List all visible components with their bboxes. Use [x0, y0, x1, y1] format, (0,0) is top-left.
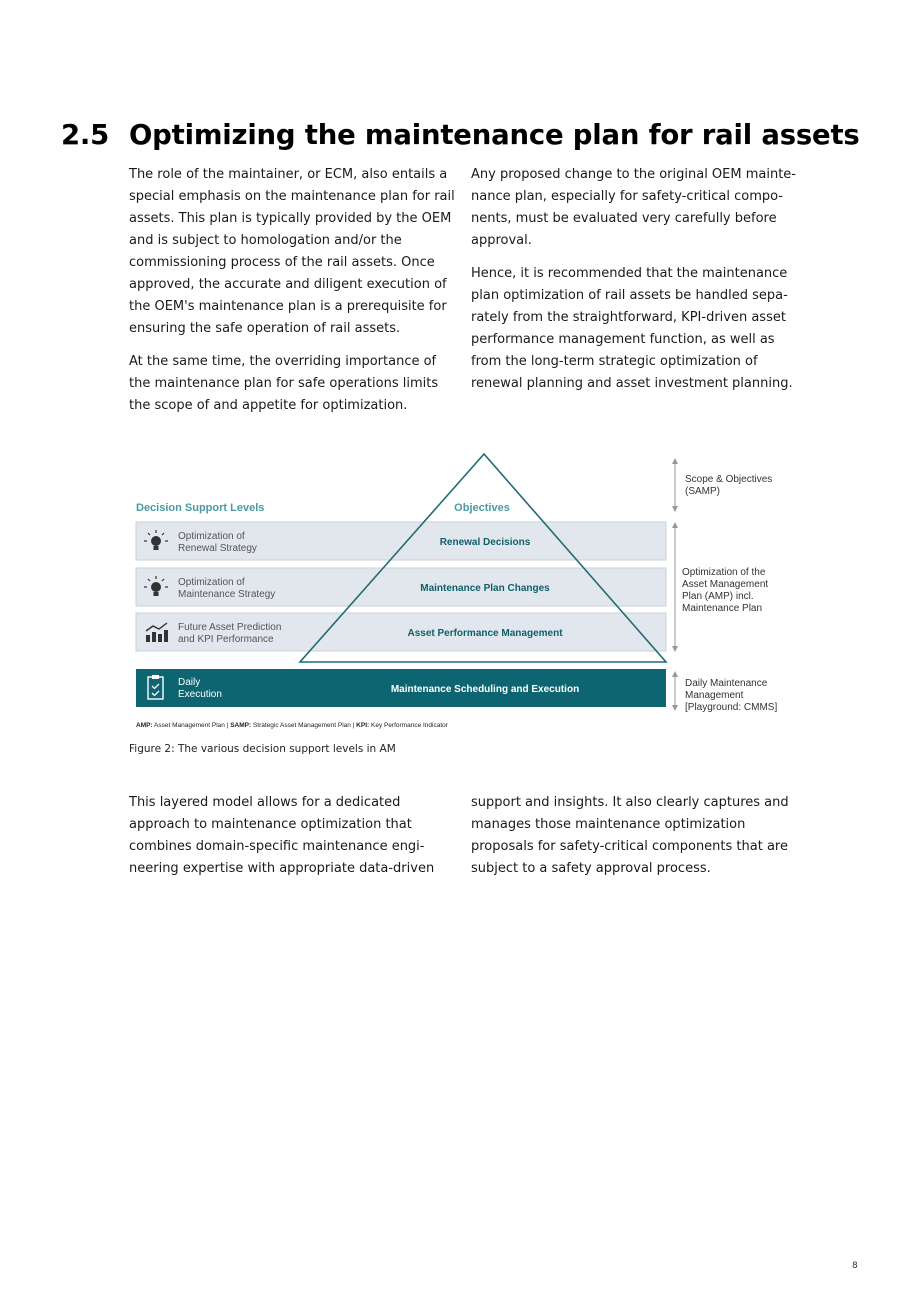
figure-caption: Figure 2: The various decision support levels in AM [129, 743, 396, 755]
paragraph [471, 792, 789, 880]
text-line: and is subject to homologation and/or the [129, 233, 402, 248]
level-label-line: Optimization of [178, 531, 245, 542]
text-line: nents, must be evaluated very carefully before [471, 211, 777, 226]
text-line: The role of the maintainer, or ECM, also entails a [129, 167, 448, 182]
level-label-line: Execution [178, 689, 222, 700]
intro-column-right [471, 164, 796, 406]
intro-column-left [129, 164, 455, 428]
bracket-arrow-daily [672, 671, 678, 711]
level-label-line: Daily [178, 677, 201, 688]
level-label-line: Optimization of [178, 577, 245, 588]
section-title: Optimizing the maintenance plan for rail assets [129, 119, 860, 151]
text-line: combines domain-specific maintenance engi- [129, 839, 425, 854]
text-line: assets. This plan is typically provided by the OEM [129, 211, 452, 226]
side-note-line: (SAMP) [685, 486, 720, 497]
side-note-line: Maintenance Plan [682, 603, 763, 614]
text-line: nance plan, especially for safety-critical compo- [471, 189, 783, 204]
text-line: At the same time, the overriding importance of [129, 354, 437, 369]
text-line: performance management function, as well as [471, 332, 775, 347]
text-line: the maintenance plan for safe operations limits [129, 376, 439, 391]
level-label-line: Maintenance Strategy [178, 589, 276, 600]
text-line: manages those maintenance optimization [471, 817, 746, 832]
paragraph [129, 792, 447, 880]
text-line: support and insights. It also clearly captures and [471, 795, 789, 810]
level-objective-renewal: Renewal Decisions [439, 537, 531, 548]
decision-support-diagram [130, 450, 790, 735]
text-line: the scope of and appetite for optimization. [129, 398, 408, 413]
side-note-line: Optimization of the [682, 567, 766, 578]
closing-column-left [129, 792, 447, 891]
figure-footnote: AMP: Asset Management Plan | SAMP: Strategic Asset Management Plan | KPI: Key Performance Indicator [136, 722, 448, 729]
center-header: Objectives [454, 502, 510, 514]
text-line: plan optimization of rail assets be handled sepa- [471, 288, 788, 303]
text-line: approved, the accurate and diligent execution of [129, 277, 447, 292]
text-line: special emphasis on the maintenance plan for rail [129, 189, 455, 204]
level-objective-maintenance-plan: Maintenance Plan Changes [420, 583, 550, 594]
page-number: 8 [852, 1261, 858, 1271]
bracket-arrow-scope [672, 458, 678, 512]
side-note-line: [Playground: CMMS] [685, 702, 778, 713]
text-line: neering expertise with appropriate data-driven [129, 861, 435, 876]
level-objective-asset-performance: Asset Performance Management [407, 628, 563, 639]
text-line: from the long-term strategic optimization of [471, 354, 758, 369]
text-line: ensuring the safe operation of rail assets. [129, 321, 401, 336]
level-label-line: Future Asset Prediction [178, 622, 282, 633]
text-line: the OEM's maintenance plan is a prerequisite for [129, 299, 447, 314]
side-note-line: Management [685, 690, 744, 701]
level-objective-daily-execution: Maintenance Scheduling and Execution [390, 684, 580, 695]
text-line: This layered model allows for a dedicated [129, 795, 401, 810]
text-line: subject to a safety approval process. [471, 861, 711, 876]
level-label-line: and KPI Performance [178, 634, 274, 645]
paragraph [471, 263, 793, 395]
text-line: approach to maintenance optimization that [129, 817, 412, 832]
text-line: rately from the straightforward, KPI-driven asset [471, 310, 786, 325]
side-note-line: Plan (AMP) incl. [682, 591, 754, 602]
side-note-line: Daily Maintenance [685, 678, 768, 689]
text-line: proposals for safety-critical components that are [471, 839, 788, 854]
section-heading [61, 119, 860, 151]
side-note-line: Scope & Objectives [685, 474, 773, 485]
section-number: 2.5 [61, 119, 110, 151]
text-line: commissioning process of the rail assets. Once [129, 255, 435, 270]
text-line: Hence, it is recommended that the maintenance [471, 266, 788, 281]
level-label-line: Renewal Strategy [178, 543, 257, 554]
bracket-arrow-optimization [672, 522, 678, 652]
side-note-line: Asset Management [682, 579, 769, 590]
paragraph [129, 164, 455, 340]
decision-support-figure [130, 450, 790, 735]
left-header: Decision Support Levels [136, 502, 265, 514]
paragraph [129, 351, 447, 417]
text-line: renewal planning and asset investment planning. [471, 376, 793, 391]
closing-column-right [471, 792, 789, 891]
text-line: Any proposed change to the original OEM mainte- [471, 167, 796, 182]
text-line: approval. [471, 233, 532, 248]
paragraph [471, 164, 796, 252]
